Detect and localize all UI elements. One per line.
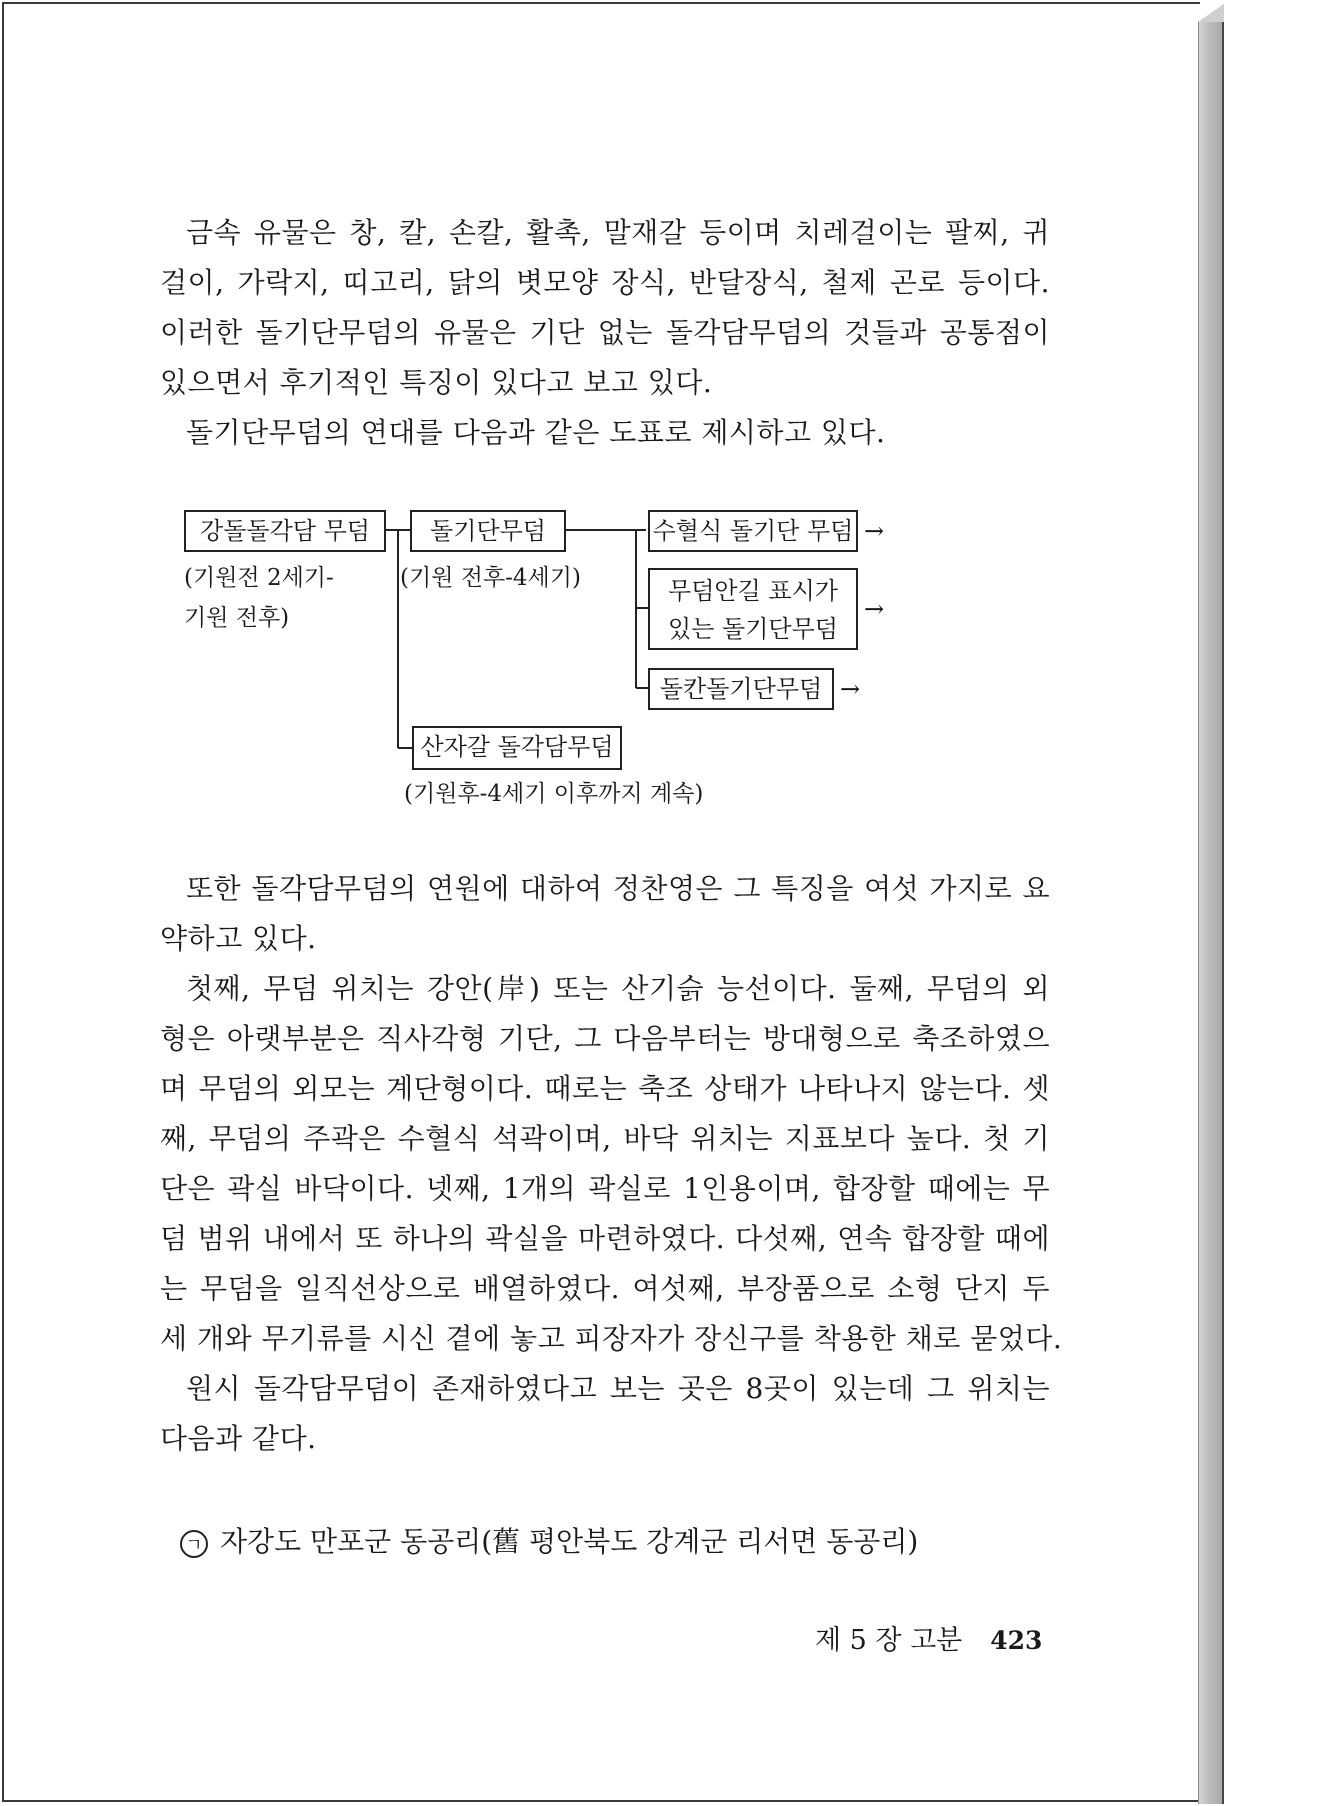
circled-marker: ㄱ <box>180 1530 208 1558</box>
list-item-site-1 <box>180 1520 918 1560</box>
paragraph-six-features <box>160 964 1063 1364</box>
box-dolgidan: 돌기단무덤 <box>410 510 566 552</box>
paragraph-origin-summary <box>160 864 1050 964</box>
box-suhyeol-dolgidan: 수혈식 돌기단 무덤 <box>648 510 858 552</box>
box-gangdol-dolgakdam: 강돌돌각담 무덤 <box>184 510 386 552</box>
text-line: 돌기단무덤의 연대를 다음과 같은 도표로 제시하고 있다. <box>186 416 886 449</box>
box-sanjagal-dolgakdam: 산자갈 돌각담무덤 <box>412 726 622 770</box>
running-footer <box>815 1618 1042 1657</box>
text-line: 는 무덤을 일직선상으로 배열하였다. 여섯째, 부장품으로 소형 단지 두 <box>160 1272 1050 1305</box>
arrow-right-icon: → <box>864 595 885 623</box>
text-line: 원시 돌각담무덤이 존재하였다고 보는 곳은 8곳이 있는데 그 위치는 <box>186 1372 1050 1405</box>
text-line: 금속 유물은 창, 칼, 손칼, 활촉, 말재갈 등이며 치레걸이는 팔찌, 귀 <box>186 216 1050 249</box>
arrow-right-icon: → <box>840 675 861 703</box>
caption-gangdol-line1: (기원전 2세기- <box>184 565 334 591</box>
arrow-right-icon: → <box>864 517 885 545</box>
box-dolkan-dolgidan: 돌칸돌기단무덤 <box>648 668 834 710</box>
box-mudeom-line2: 있는 돌기단무덤 <box>668 615 838 643</box>
text-line: 또한 돌각담무덤의 연원에 대하여 정찬영은 그 특징을 여섯 가지로 요 <box>186 872 1050 905</box>
caption-dolgidan: (기원 전후-4세기) <box>400 565 581 591</box>
text-line: 단은 곽실 바닥이다. 넷째, 1개의 곽실로 1인용이며, 합장할 때에는 무 <box>160 1172 1050 1205</box>
text-line: 첫째, 무덤 위치는 강안(岸) 또는 산기슭 능선이다. 둘째, 무덤의 외 <box>186 972 1050 1005</box>
page-number: 423 <box>990 1626 1043 1655</box>
box-mudeom-line1: 무덤안길 표시가 <box>668 577 838 605</box>
text-line: 있으면서 후기적인 특징이 있다고 보고 있다. <box>160 366 713 399</box>
caption-sanjagal: (기원후-4세기 이후까지 계속) <box>404 781 704 807</box>
text-line: 덤 범위 내에서 또 하나의 곽실을 마련하였다. 다섯째, 연속 합장할 때에 <box>160 1222 1050 1255</box>
caption-gangdol-line2: 기원 전후) <box>184 605 290 631</box>
text-line: 세 개와 무기류를 시신 곁에 놓고 피장자가 장신구를 착용한 채로 묻었다. <box>160 1322 1063 1355</box>
chapter-title: 제 5 장 고분 <box>815 1625 963 1656</box>
text-line: 걸이, 가락지, 띠고리, 닭의 볏모양 장식, 반달장식, 철제 곤로 등이다. <box>160 266 1050 299</box>
text-line: 며 무덤의 외모는 계단형이다. 때로는 축조 상태가 나타나지 않는다. 셋 <box>160 1072 1050 1105</box>
text-line: 이러한 돌기단무덤의 유물은 기단 없는 돌각담무덤의 것들과 공통점이 <box>160 316 1050 349</box>
text-line: 째, 무덤의 주곽은 수혈식 석곽이며, 바닥 위치는 지표보다 높다. 첫 기 <box>160 1122 1050 1155</box>
text-line: 다음과 같다. <box>160 1422 317 1455</box>
text-line: 약하고 있다. <box>160 922 317 955</box>
text-line: 형은 아랫부분은 직사각형 기단, 그 다음부터는 방대형으로 축조하였으 <box>160 1022 1050 1055</box>
paragraph-eight-sites <box>160 1364 1050 1464</box>
box-mudeom-angil <box>648 568 858 650</box>
site-location: 자강도 만포군 동공리(舊 평안북도 강계군 리서면 동공리) <box>220 1525 919 1558</box>
